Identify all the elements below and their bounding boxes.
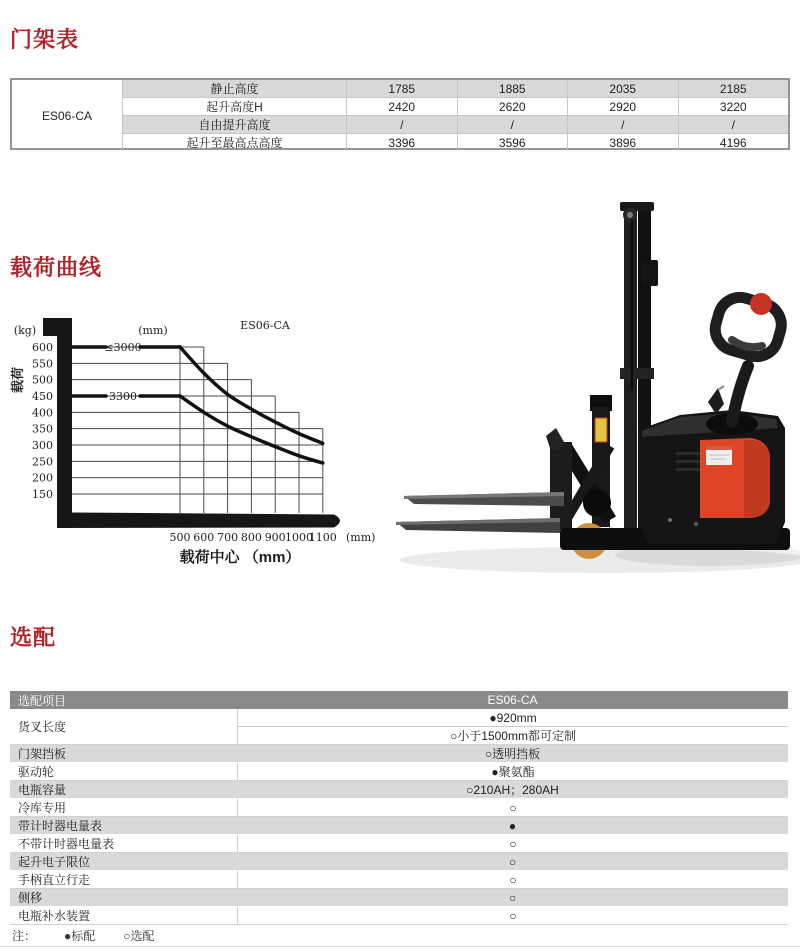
cell-value: ○ — [508, 890, 517, 905]
row-label: 冷库专用 — [18, 801, 67, 815]
table-row — [10, 853, 788, 871]
forklift-photo — [380, 190, 800, 600]
x-tick-label: 600 — [193, 531, 215, 544]
red-panel — [700, 438, 770, 518]
y-tick-label: 150 — [32, 488, 53, 502]
table-row — [10, 781, 788, 799]
options-table-header — [10, 691, 788, 709]
fork-axis-shape — [43, 318, 340, 528]
fork-carriage — [546, 395, 612, 530]
options-title: 选配 — [10, 625, 57, 650]
load-curve-title: 载荷曲线 — [10, 255, 103, 280]
row-label: 货叉长度 — [18, 720, 67, 734]
cell-value: 3220 — [678, 97, 789, 115]
cell-value: ○ — [509, 908, 517, 923]
y-tick-label: 550 — [32, 357, 53, 371]
cell-value: 3896 — [567, 133, 678, 151]
forks — [396, 492, 564, 533]
row-label: 电瓶补水装置 — [18, 909, 91, 923]
y-tick-label: 450 — [32, 390, 53, 404]
x-tick-label: 700 — [217, 531, 239, 544]
row-label: 电瓶容量 — [18, 783, 67, 797]
row-label: 驱动轮 — [18, 765, 55, 779]
cell-value: ○ — [508, 854, 517, 869]
x-tick-label: 500 — [169, 531, 191, 544]
model-cell: ES06-CA — [41, 108, 93, 123]
y-tick-label: 250 — [32, 455, 53, 469]
handle-red-cap — [750, 293, 772, 315]
cell-value: 2185 — [678, 80, 789, 97]
x-tick-label: 800 — [240, 531, 262, 544]
row-label: 手柄直立行走 — [18, 873, 91, 887]
row-label: 门架挡板 — [18, 747, 67, 761]
cell-value: ●聚氨酯 — [491, 765, 535, 779]
y-tick-label: 300 — [32, 439, 53, 453]
cell-value: ○ — [509, 800, 517, 815]
y-tick-label: 400 — [32, 406, 53, 420]
chart-grid — [72, 347, 323, 513]
cell-value: 2420 — [346, 97, 457, 115]
x-axis-title: 载荷中心 （mm） — [179, 549, 301, 566]
y-tick-label: 350 — [32, 422, 53, 436]
cell-value: ○小于1500mm都可定制 — [450, 729, 576, 743]
table-row — [10, 835, 788, 853]
legend-note — [12, 927, 155, 944]
chart-model-label: ES06-CA — [240, 319, 290, 332]
cell-value: ○210AH；280AH — [466, 783, 559, 797]
y-tick-label: 200 — [32, 471, 53, 485]
bottom-divider — [0, 946, 800, 947]
mast-pulley — [627, 212, 633, 218]
cell-value: 2920 — [567, 97, 678, 115]
cell-value: / — [678, 115, 789, 133]
cell-value: 2035 — [567, 80, 678, 97]
cell-value: 1785 — [346, 80, 457, 97]
warning-sticker — [595, 418, 607, 442]
row-label: 静止高度 — [122, 80, 346, 97]
header-model-col: ES06-CA — [487, 693, 538, 707]
row-label: 带计时器电量表 — [18, 819, 103, 833]
cell-value: / — [457, 115, 568, 133]
y-axis-title: 载荷 — [10, 366, 25, 394]
cell-value: ●920mm — [238, 709, 788, 727]
table-row — [10, 763, 788, 781]
y-unit-label: (kg) — [13, 324, 37, 337]
cell-value: ● — [508, 818, 517, 833]
table-row — [10, 709, 788, 745]
cell-value: / — [346, 115, 457, 133]
table-row — [10, 889, 788, 907]
row-label: 不带计时器电量表 — [18, 837, 115, 851]
cell-value: 2620 — [457, 97, 568, 115]
series-label: ≤3000 — [104, 341, 142, 354]
cell-value: 3396 — [346, 133, 457, 151]
table-row — [10, 871, 788, 889]
options-table — [10, 691, 788, 925]
header-item-col: 选配项目 — [18, 693, 67, 708]
row-label: 侧移 — [18, 891, 43, 905]
cell-value: ○ — [509, 872, 517, 887]
series-label: 3300 — [109, 390, 137, 404]
row-label: 起升高度H — [122, 97, 346, 115]
cell-value: 1885 — [457, 80, 568, 97]
cell-value: 4196 — [678, 133, 789, 151]
y-tick-label: 500 — [32, 373, 53, 387]
row-label: 起升至最高点高度 — [122, 133, 346, 151]
note-standard: ●标配 — [64, 929, 96, 943]
x-tick-label: 1000 — [285, 531, 313, 544]
x-tick-label: 1100 — [308, 531, 337, 544]
load-curve-chart — [0, 250, 380, 580]
cell-value: ○透明挡板 — [484, 747, 541, 761]
row-label: 起升电子限位 — [18, 855, 91, 869]
note-optional: ○选配 — [123, 929, 155, 943]
cell-value: / — [567, 115, 678, 133]
y-tick-label: 600 — [32, 341, 53, 354]
note-prefix: 注： — [12, 929, 37, 943]
cell-value: 3596 — [457, 133, 568, 151]
table-row — [10, 907, 788, 925]
lift-height-unit-label: (mm) — [138, 324, 168, 337]
x-unit-label: (mm) — [346, 531, 376, 544]
chart-curves — [72, 347, 323, 463]
table-row — [10, 817, 788, 835]
mast-table — [10, 78, 790, 150]
x-tick-label: 900 — [264, 531, 286, 544]
table-row — [10, 745, 788, 763]
table-row — [10, 799, 788, 817]
mast-table-title: 门架表 — [10, 27, 80, 52]
row-label: 自由提升高度 — [122, 115, 346, 133]
cell-value: ○ — [509, 836, 517, 851]
